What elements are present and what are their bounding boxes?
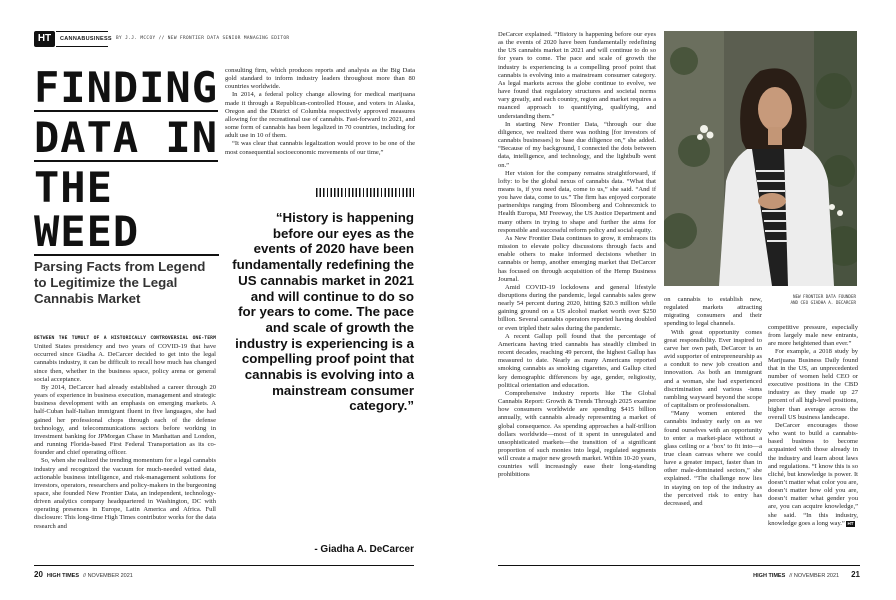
page-number-left: 20 — [34, 570, 43, 579]
footer-left — [34, 570, 133, 580]
col1-p3: So, when she realized the trending momentum for a legal cannabis industry and recognized the vacuum for much-needed vetted data, actionable business intelligence, and risk-management solutions for investors, operators, researchers and policy-makers in the burgeoning space, she founded New Frontier Data, an independent, technology-driven analytics company headquartered in Washington, DC with operating presences in Europe, Latin America and Africa. Full disclosure: This long-time High Times contributor works for the data research and — [34, 457, 216, 530]
footer-right — [498, 570, 860, 580]
photo-caption-line-2: AND CEO GIADHA A. DECARCER — [790, 299, 856, 305]
title-line-1: FINDING — [34, 63, 219, 112]
column-3 — [498, 31, 656, 480]
header-logo: HT — [37, 33, 52, 44]
col5-p2: For example, a 2018 study by Marijuana Business Daily found that in the US, an unprecedented number of women held CEO or executive positions in the CBD industry as they made up 27 percent of all high-level positions, higher than average across the overall US business landscape. — [768, 348, 858, 421]
footer-rule-right — [498, 565, 860, 566]
col3-p2: In starting New Frontier Data, “through our due diligence, we realized there was nothing [for investors of cannabis businesses] to base due diligence on,” she added. “Because of my background, I connected the dots between data, intelligence, and technology, and the lightbulb went on.” — [498, 120, 656, 169]
footer-rule-left — [34, 565, 414, 566]
column-4 — [664, 296, 762, 508]
col3-p7: Comprehensive industry reports like The Global Cannabis Report: Growth & Trends Through 2025 examine how consumers worldwide are spending $415 billion annually, with cannabis already representing a market of global consequence. As spending approaches a half-trillion dollars worldwide—most of it spent in unregulated and unsophisticated markets—the transition of a significant proportion of such monies into legal, regulated segments will create a major new growth market. Within 10-20 years, countries will increasingly ease their long-standing prohibitions — [498, 389, 656, 479]
title-line-2: DATA IN — [34, 113, 219, 162]
lede-caps: BETWEEN THE TUMULT OF A HISTORICALLY CONTROVERSIAL ONE-TERM — [34, 336, 216, 341]
title-line-3: THE WEED — [34, 166, 219, 256]
article-subtitle: Parsing Facts from Legend to Legitimize the Legal Cannabis Market — [34, 259, 206, 306]
col4-p3: “Many women entered the cannabis industry early on as we found ourselves with an opportunity to enter a market-place without a glass ceiling or a ‘box’ to fit into—a true clean canvas where we could have a greater impact, faster than in other male-dominated sectors,” she explained. “The challenge now lies in staying on top of the industry as the perceived risk to entry has decreased, and — [664, 410, 762, 507]
portrait-illustration — [664, 31, 857, 286]
col4-p1: on cannabis to establish new, regulated markets attracting migrating consumers and their spending to legal channels. — [664, 296, 762, 328]
header-byline: BY J.J. MCCOY // NEW FRONTIER DATA SENIOR MANAGING EDITOR — [116, 36, 290, 41]
issue-date-right: // NOVEMBER 2021 — [789, 573, 840, 579]
col3-p3: Her vision for the company remains straightforward, if lofty: to be the global nexus of cannabis data. “What that means is, if you need data, come to us,” she said. “And if you have data, come to us.” The firm has enjoyed corporate partnerships ranging from Bloomberg and Cohnreznick to Health Europa, MJ Freeway, the US Justice Department and many others in trying to shape and further the aims for responsible and successful reform policy and social equity. — [498, 169, 656, 234]
col5-p3: DeCarcer encourages those who want to build a cannabis-based business to become acquainted with those already in the industry and learn about laws and regulations. “I know this is so cliché, but knowledge is power. It doesn’t matter what color you are, doesn’t matter how old you are, doesn’t matter what gender you are, you can acquire knowledge,” she said. “In this industry, knowledge goes a long way.” — [768, 421, 858, 527]
portrait-photo — [664, 31, 857, 286]
col2-p2: In 2014, a federal policy change allowing for medical marijuana made it through a Republican-controlled House, and voters in Alaska, Oregon and the District of Columbia respectively approved measures allowing for the recreational use of cannabis. Fast-forward to 2021, and some form of cannabis has been legalized in 70 countries, including for adult use in 10 of them. — [225, 91, 415, 140]
column-2 — [225, 67, 415, 157]
page-number-right: 21 — [851, 570, 860, 579]
col3-p4: As New Frontier Data continues to grow, it embraces its mission to elevate policy discussions through facts and enable others to make informed decisions whether in cannabis or hemp, another emerging market that DeCarcer has focused on through acquisition of the Hemp Business Journal. — [498, 234, 656, 283]
magazine-name-right: HIGH TIMES — [753, 573, 786, 579]
pullquote-text: “History is happening before our eyes as the events of 2020 have been fundamentally redefining the US cannabis market in 2021 and will continue to do so for years to come. The pace and scale of growth the industry is experiencing is a compelling proof point that cannabis is evolving into a mainstream consumer category.” — [232, 210, 414, 414]
column-1 — [34, 334, 216, 531]
col1-p2: By 2014, DeCarcer had already established a career through 20 years of experience in business execution, management and strategic business development with an emphasis on emerging markets. A half-Cuban half-Italian immigrant fluent in five languages, she had gained her professional chops through each of the defense technology, and telecommunications sectors before working in investment banking for JPMorgan Chase in Manhattan and London, and running Florida-based First Federal Transportation as its co-founder and chief operating officer. — [34, 383, 216, 457]
col5-p1: competitive pressure, especially from largely male new entrants, are more heightened than ever.” — [768, 324, 858, 348]
article-title — [34, 63, 219, 256]
col3-p5: Amid COVID-19 lockdowns and general lifestyle disruptions during the pandemic, legal cannabis sales grew nearly 54 percent during 2020, hitting $20.3 million while gaining ground on a US alcohol market worth over $250 billion. Several cannabis operators reported having doubled or even tripled their sales during the pandemic. — [498, 283, 656, 332]
col3-p1: DeCarcer explained. “History is happening before our eyes as the events of 2020 have been fundamentally redefining the US cannabis market in 2021 and will continue to do so for years to come. The pace and scale of growth the industry is experiencing is a compelling proof point that cannabis is evolving into a mainstream consumer category. As legal markets across the globe continue to evolve, we have found that regulatory structures and societal norms vary greatly, and each country, region and market requires a nuanced approach to quantifying, qualifying, and understanding them.” — [498, 31, 656, 120]
issue-date-left: // NOVEMBER 2021 — [83, 573, 133, 579]
header-section: CANNABUSINESS — [60, 36, 112, 42]
end-mark: HT — [847, 520, 854, 526]
col1-p1: United States presidency and two years of COVID-19 that have occurred since Giadha A. DeCarcer decided to get into the legal cannabis industry, it can be difficult to recall how much has changed since then, whether in the business space, policy arena or general social acceptance. — [34, 343, 216, 383]
pullquote-tick-rule — [316, 188, 414, 197]
photo-caption-line-1: NEW FRONTIER DATA FOUNDER — [792, 294, 856, 299]
photo-caption — [764, 294, 856, 305]
col2-p3: “It was clear that cannabis legalization would prove to be one of the most consequential socioeconomic movements of our time,” — [225, 140, 415, 156]
col2-p1: consulting firm, which produces reports and analysis as the Big Data gold standard to inform industry leaders throughout more than 80 countries worldwide. — [225, 67, 415, 91]
col3-p6: A recent Gallup poll found that the percentage of Americans having tried cannabis has steadily climbed in recent decades, reaching 49 percent, the highest Gallup has measured to date. Nearly as many Americans reported smoking cannabis as smoking cigarettes, and Gallup cited key demographic differences by age, gender, religiosity, political orientation and education. — [498, 332, 656, 389]
col4-p2: With great opportunity comes great responsibility. Ever inspired to carve her own path, DeCarcer is an avid supporter of entrepreneurship as a conduit to new job creation and innovation. As both an immigrant and a woman, she had experienced discrimination and various -isms rambling wayward beyond the scope of capitalism or professionalism. — [664, 328, 762, 410]
column-5 — [768, 324, 858, 528]
magazine-name-left: HIGH TIMES — [46, 573, 79, 579]
pullquote-attribution: - Giadha A. DeCarcer — [314, 544, 414, 555]
